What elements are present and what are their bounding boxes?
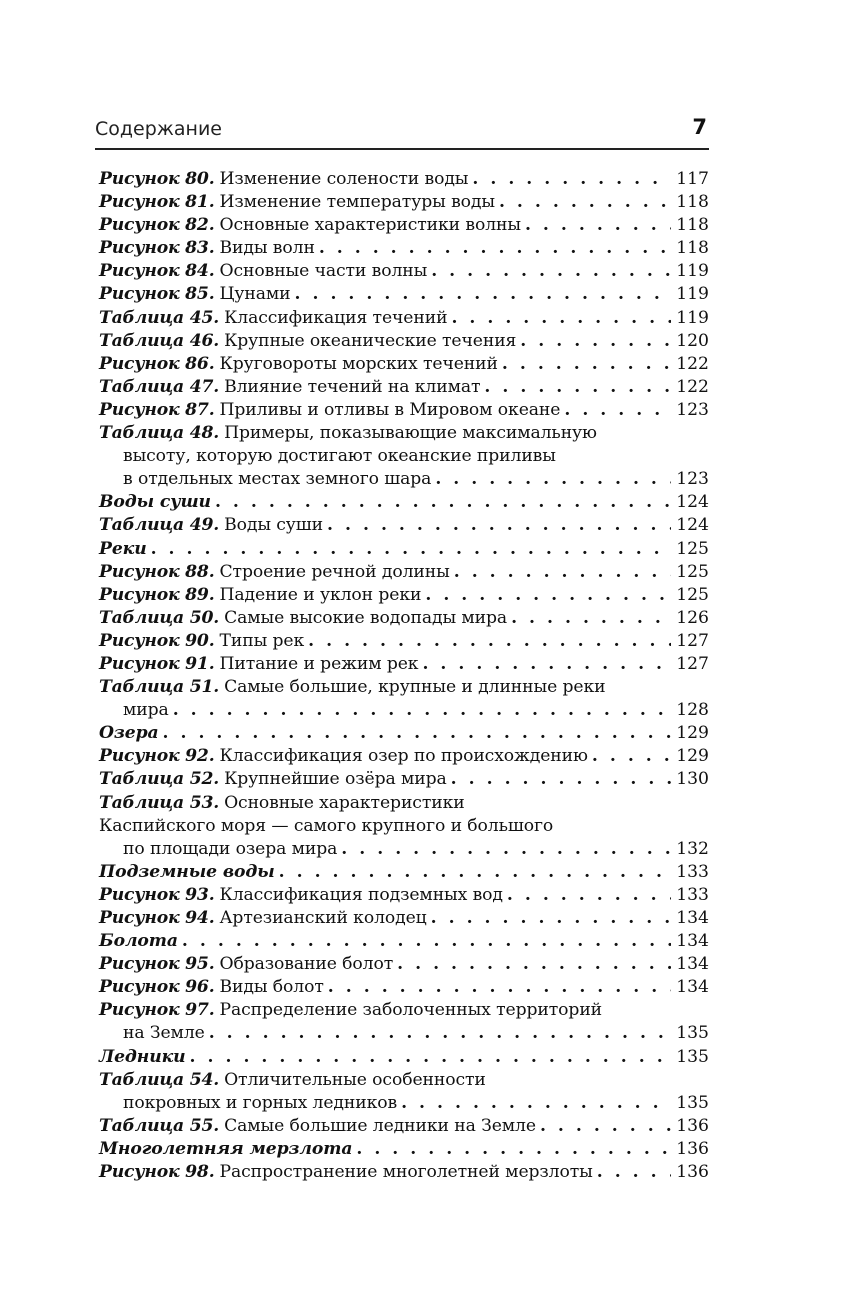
toc-line (99, 584, 709, 607)
toc-line (99, 538, 709, 561)
toc-entry (99, 1069, 709, 1115)
toc-section-entry (99, 538, 709, 561)
dot-leader (502, 353, 671, 376)
toc-page-number: 135 (676, 1046, 709, 1067)
toc-page-number: 134 (676, 977, 709, 998)
toc-entry-label: Таблица 46 (99, 330, 214, 351)
toc-entry-title: Примеры, показывающие максимальную (224, 423, 597, 444)
toc-entry-label: Рисунок 98 (99, 1162, 209, 1183)
toc-page-number: 135 (676, 1092, 709, 1113)
label-separator: . (213, 423, 220, 444)
label-separator: . (213, 769, 220, 790)
toc-entry (99, 745, 709, 768)
dot-leader (499, 191, 671, 214)
dot-leader (319, 237, 671, 260)
toc-entry-label: Рисунок 97 (99, 1000, 209, 1021)
toc-line (99, 561, 709, 584)
dot-leader (507, 884, 671, 907)
toc-page-number: 130 (676, 769, 709, 790)
toc-entry-title: мира (123, 700, 169, 721)
toc-entry (99, 768, 709, 791)
toc-entry (99, 584, 709, 607)
toc-page-number: 123 (676, 469, 709, 490)
toc-section-title: Воды суши (99, 492, 211, 513)
toc-page-number: 119 (676, 284, 709, 305)
toc-entry-title: высоту, которую достигают океанские приливы (123, 446, 556, 467)
toc-entry-title: Артезианский колодец (219, 908, 427, 928)
toc-line (99, 699, 709, 722)
dot-leader (520, 330, 671, 353)
dot-leader (327, 514, 671, 537)
toc-entry-label: Рисунок 80 (99, 169, 209, 189)
running-header-title: Содержание (95, 118, 222, 140)
label-separator: . (208, 908, 215, 928)
dot-leader (356, 1138, 671, 1161)
dot-leader (328, 976, 671, 999)
toc-line (99, 815, 709, 838)
dot-leader (451, 768, 671, 791)
toc-page-number: 119 (676, 307, 709, 328)
toc-entry-label: Таблица 45 (99, 307, 214, 328)
toc-entry-title: Самые высокие водопады мира (224, 607, 508, 628)
toc-entry-label: Рисунок 86 (99, 353, 209, 374)
toc-line (99, 838, 709, 861)
label-separator: . (208, 192, 215, 213)
label-separator: . (208, 630, 215, 651)
toc-page-number: 118 (676, 192, 709, 213)
toc-section-title: Ледники (99, 1046, 186, 1067)
toc-entry (99, 283, 709, 306)
toc-entry-label: Рисунок 81 (99, 192, 209, 213)
dot-leader (484, 376, 671, 399)
toc-section-entry (99, 722, 709, 745)
toc-page-number: 122 (676, 376, 709, 397)
toc-line (99, 607, 709, 630)
toc-line (99, 884, 709, 907)
toc-entry-label: Рисунок 88 (99, 561, 209, 582)
toc-entry-label: Рисунок 94 (99, 908, 209, 928)
toc-page-number: 134 (676, 954, 709, 975)
label-separator: . (208, 1162, 215, 1183)
toc-entry-title: покровных и горных ледников (123, 1092, 398, 1113)
toc-entry-title: Изменение температуры воды (219, 192, 495, 213)
toc-line (99, 260, 709, 283)
label-separator: . (208, 1000, 215, 1021)
dot-leader (422, 653, 671, 676)
toc-page-number: 134 (676, 908, 709, 928)
toc-page-number: 125 (676, 538, 709, 559)
dot-leader (435, 468, 671, 491)
dot-leader (295, 283, 671, 306)
label-separator: . (208, 561, 215, 582)
toc-page-number: 126 (676, 607, 709, 628)
dot-leader (397, 953, 671, 976)
toc-line (99, 237, 709, 260)
toc-entry (99, 214, 709, 237)
dot-leader (511, 607, 671, 630)
dot-leader (209, 1022, 671, 1045)
toc-line (99, 861, 709, 884)
toc-line (99, 283, 709, 306)
toc-line (99, 491, 709, 514)
label-separator: . (213, 330, 220, 351)
toc-entry-title: Основные характеристики волны (219, 215, 521, 236)
toc-line (99, 768, 709, 791)
toc-line (99, 1046, 709, 1069)
toc-entry-title: Влияние течений на климат (224, 376, 481, 397)
toc-entry (99, 792, 709, 861)
toc-line (99, 376, 709, 399)
toc-section-entry (99, 930, 709, 953)
toc-line (99, 907, 709, 930)
toc-entry (99, 422, 709, 491)
toc-page-number: 129 (676, 746, 709, 767)
dot-leader (341, 838, 671, 861)
dot-leader (182, 930, 671, 953)
toc-entry-title: Виды волн (219, 238, 315, 259)
dot-leader (597, 1161, 671, 1184)
toc-page-number: 124 (676, 515, 709, 536)
toc-line (99, 191, 709, 214)
toc-entry-title: Крупные океанические течения (224, 330, 517, 351)
toc-page-number: 133 (676, 884, 709, 905)
toc-entry-title: Классификация озер по происхождению (219, 746, 588, 767)
toc-line (99, 653, 709, 676)
dot-leader (173, 699, 671, 722)
toc-entry-label: Рисунок 84 (99, 261, 209, 282)
toc-line (99, 514, 709, 537)
dot-leader (454, 561, 671, 584)
toc-line (99, 1092, 709, 1115)
toc-entry (99, 168, 709, 191)
toc-section-entry (99, 1138, 709, 1161)
toc-entry-title: Строение речной долины (219, 561, 450, 582)
toc-entry-title: Самые большие, крупные и длинные реки (224, 677, 606, 698)
toc-line (99, 1138, 709, 1161)
toc-page-number: 122 (676, 353, 709, 374)
label-separator: . (208, 215, 215, 236)
toc-page-number: 123 (676, 399, 709, 420)
toc-line (99, 1069, 709, 1092)
toc-entry-title: в отдельных местах земного шара (123, 469, 432, 490)
toc-entry (99, 1161, 709, 1184)
toc-entry (99, 607, 709, 630)
toc-entry-title: Воды суши (224, 515, 324, 536)
dot-leader (401, 1092, 671, 1115)
label-separator: . (213, 307, 220, 328)
label-separator: . (213, 515, 220, 536)
dot-leader (564, 399, 671, 422)
toc-entry-title: Виды болот (219, 977, 324, 998)
table-of-contents (99, 168, 709, 1184)
label-separator: . (208, 653, 215, 674)
toc-entry (99, 884, 709, 907)
toc-section-title: Многолетняя мерзлота (99, 1138, 353, 1159)
toc-entry-label: Таблица 51 (99, 677, 214, 698)
toc-page-number: 124 (676, 492, 709, 513)
label-separator: . (213, 1115, 220, 1136)
toc-entry-label: Рисунок 87 (99, 399, 209, 420)
toc-entry-label: Таблица 50 (99, 607, 214, 628)
toc-section-title: Подземные воды (99, 861, 275, 882)
toc-entry-label: Рисунок 82 (99, 215, 209, 236)
toc-entry-title: Цунами (219, 284, 291, 305)
toc-entry-label: Рисунок 89 (99, 584, 209, 605)
toc-line (99, 1022, 709, 1045)
toc-line (99, 399, 709, 422)
label-separator: . (208, 884, 215, 905)
toc-entry (99, 953, 709, 976)
toc-page-number: 134 (676, 931, 709, 952)
dot-leader (163, 722, 671, 745)
dot-leader (190, 1046, 671, 1069)
toc-entry (99, 237, 709, 260)
toc-entry-title: Приливы и отливы в Мировом океане (219, 399, 561, 420)
toc-entry-title: Круговороты морских течений (219, 353, 498, 374)
toc-entry-label: Таблица 52 (99, 769, 214, 790)
label-separator: . (213, 607, 220, 628)
toc-entry (99, 191, 709, 214)
toc-line (99, 953, 709, 976)
toc-entry-title: Типы рек (219, 630, 305, 651)
toc-section-title: Реки (99, 538, 147, 559)
toc-entry-label: Рисунок 83 (99, 238, 209, 259)
toc-line (99, 330, 709, 353)
toc-entry-title: Самые большие ледники на Земле (224, 1115, 536, 1136)
toc-line (99, 307, 709, 330)
toc-page-number: 129 (676, 723, 709, 744)
dot-leader (451, 307, 671, 330)
toc-line (99, 445, 709, 468)
toc-line (99, 745, 709, 768)
toc-entry (99, 514, 709, 537)
toc-entry-label: Рисунок 90 (99, 630, 209, 651)
toc-entry-title: Основные характеристики (224, 792, 465, 813)
toc-entry-title: Классификация подземных вод (219, 884, 503, 905)
toc-entry (99, 976, 709, 999)
toc-page-number: 128 (676, 700, 709, 721)
toc-entry-title: Распространение многолетней мерзлоты (219, 1162, 593, 1183)
toc-section-entry (99, 1046, 709, 1069)
label-separator: . (213, 792, 220, 813)
toc-entry-title: Каспийского моря — самого крупного и большого (99, 815, 554, 836)
toc-page-number: 136 (676, 1162, 709, 1183)
toc-line (99, 1161, 709, 1184)
label-separator: . (208, 238, 215, 259)
dot-leader (431, 907, 671, 930)
toc-entry (99, 1115, 709, 1138)
dot-leader (151, 538, 671, 561)
toc-entry-title: Падение и уклон реки (219, 584, 422, 605)
toc-page-number: 127 (676, 630, 709, 651)
toc-entry-label: Рисунок 92 (99, 746, 209, 767)
toc-line (99, 792, 709, 815)
toc-page-number: 136 (676, 1138, 709, 1159)
toc-line (99, 630, 709, 653)
toc-page-number: 119 (676, 261, 709, 282)
toc-entry (99, 653, 709, 676)
toc-entry-label: Рисунок 91 (99, 653, 209, 674)
toc-entry-title: Основные части волны (219, 261, 428, 282)
toc-section-entry (99, 491, 709, 514)
toc-line (99, 722, 709, 745)
toc-entry-label: Рисунок 95 (99, 954, 209, 975)
toc-line (99, 214, 709, 237)
dot-leader (525, 214, 671, 237)
label-separator: . (208, 399, 215, 420)
toc-entry-title: Распределение заболоченных территорий (219, 1000, 603, 1021)
toc-entry (99, 561, 709, 584)
toc-entry-label: Таблица 49 (99, 515, 214, 536)
dot-leader (308, 630, 671, 653)
toc-page-number: 125 (676, 584, 709, 605)
toc-entry-label: Рисунок 96 (99, 977, 209, 998)
label-separator: . (213, 1069, 220, 1090)
toc-page-number: 127 (676, 653, 709, 674)
toc-entry (99, 999, 709, 1045)
toc-entry-title: на Земле (123, 1023, 205, 1044)
toc-entry (99, 353, 709, 376)
toc-entry-label: Таблица 53 (99, 792, 214, 813)
toc-entry-label: Таблица 55 (99, 1115, 214, 1136)
toc-line (99, 468, 709, 491)
toc-entry (99, 907, 709, 930)
toc-section-title: Болота (99, 931, 178, 952)
label-separator: . (208, 977, 215, 998)
toc-page-number: 118 (676, 238, 709, 259)
toc-page-number: 117 (676, 169, 709, 189)
dot-leader (592, 745, 671, 768)
toc-entry-label: Таблица 47 (99, 376, 214, 397)
toc-page-number: 132 (676, 838, 709, 859)
header-rule (95, 148, 709, 150)
toc-entry-title: Изменение солености воды (219, 169, 469, 189)
toc-entry (99, 399, 709, 422)
toc-entry-title: Образование болот (219, 954, 394, 975)
label-separator: . (213, 376, 220, 397)
dot-leader (425, 584, 671, 607)
dot-leader (540, 1115, 671, 1138)
toc-entry-title: Отличительные особенности (224, 1069, 486, 1090)
toc-entry-title: по площади озера мира (123, 838, 338, 859)
toc-page-number: 136 (676, 1115, 709, 1136)
label-separator: . (208, 353, 215, 374)
dot-leader (472, 168, 671, 191)
running-header (95, 112, 709, 146)
toc-line (99, 999, 709, 1022)
toc-entry-title: Крупнейшие озёра мира (224, 769, 447, 790)
toc-line (99, 422, 709, 445)
toc-entry-title: Классификация течений (224, 307, 448, 328)
toc-entry (99, 630, 709, 653)
page-number: 7 (692, 115, 707, 139)
label-separator: . (208, 284, 215, 305)
toc-entry (99, 676, 709, 722)
toc-entry-label: Рисунок 85 (99, 284, 209, 305)
toc-line (99, 676, 709, 699)
dot-leader (431, 260, 671, 283)
toc-page-number: 120 (676, 330, 709, 351)
toc-section-title: Озера (99, 723, 159, 744)
label-separator: . (208, 746, 215, 767)
toc-line (99, 930, 709, 953)
toc-entry (99, 376, 709, 399)
label-separator: . (208, 954, 215, 975)
label-separator: . (208, 584, 215, 605)
toc-page-number: 135 (676, 1023, 709, 1044)
dot-leader (279, 861, 671, 884)
toc-entry-label: Рисунок 93 (99, 884, 209, 905)
toc-entry-label: Таблица 48 (99, 423, 214, 444)
toc-entry (99, 307, 709, 330)
toc-entry (99, 330, 709, 353)
toc-entry (99, 260, 709, 283)
toc-line (99, 976, 709, 999)
toc-page-number: 125 (676, 561, 709, 582)
toc-entry-title: Питание и режим рек (219, 653, 419, 674)
toc-page-number: 118 (676, 215, 709, 236)
toc-page-number: 133 (676, 861, 709, 882)
label-separator: . (213, 677, 220, 698)
toc-section-entry (99, 861, 709, 884)
dot-leader (215, 491, 671, 514)
toc-line (99, 353, 709, 376)
label-separator: . (208, 261, 215, 282)
toc-line (99, 1115, 709, 1138)
toc-entry-label: Таблица 54 (99, 1069, 214, 1090)
label-separator: . (208, 169, 215, 189)
toc-line (99, 168, 709, 191)
